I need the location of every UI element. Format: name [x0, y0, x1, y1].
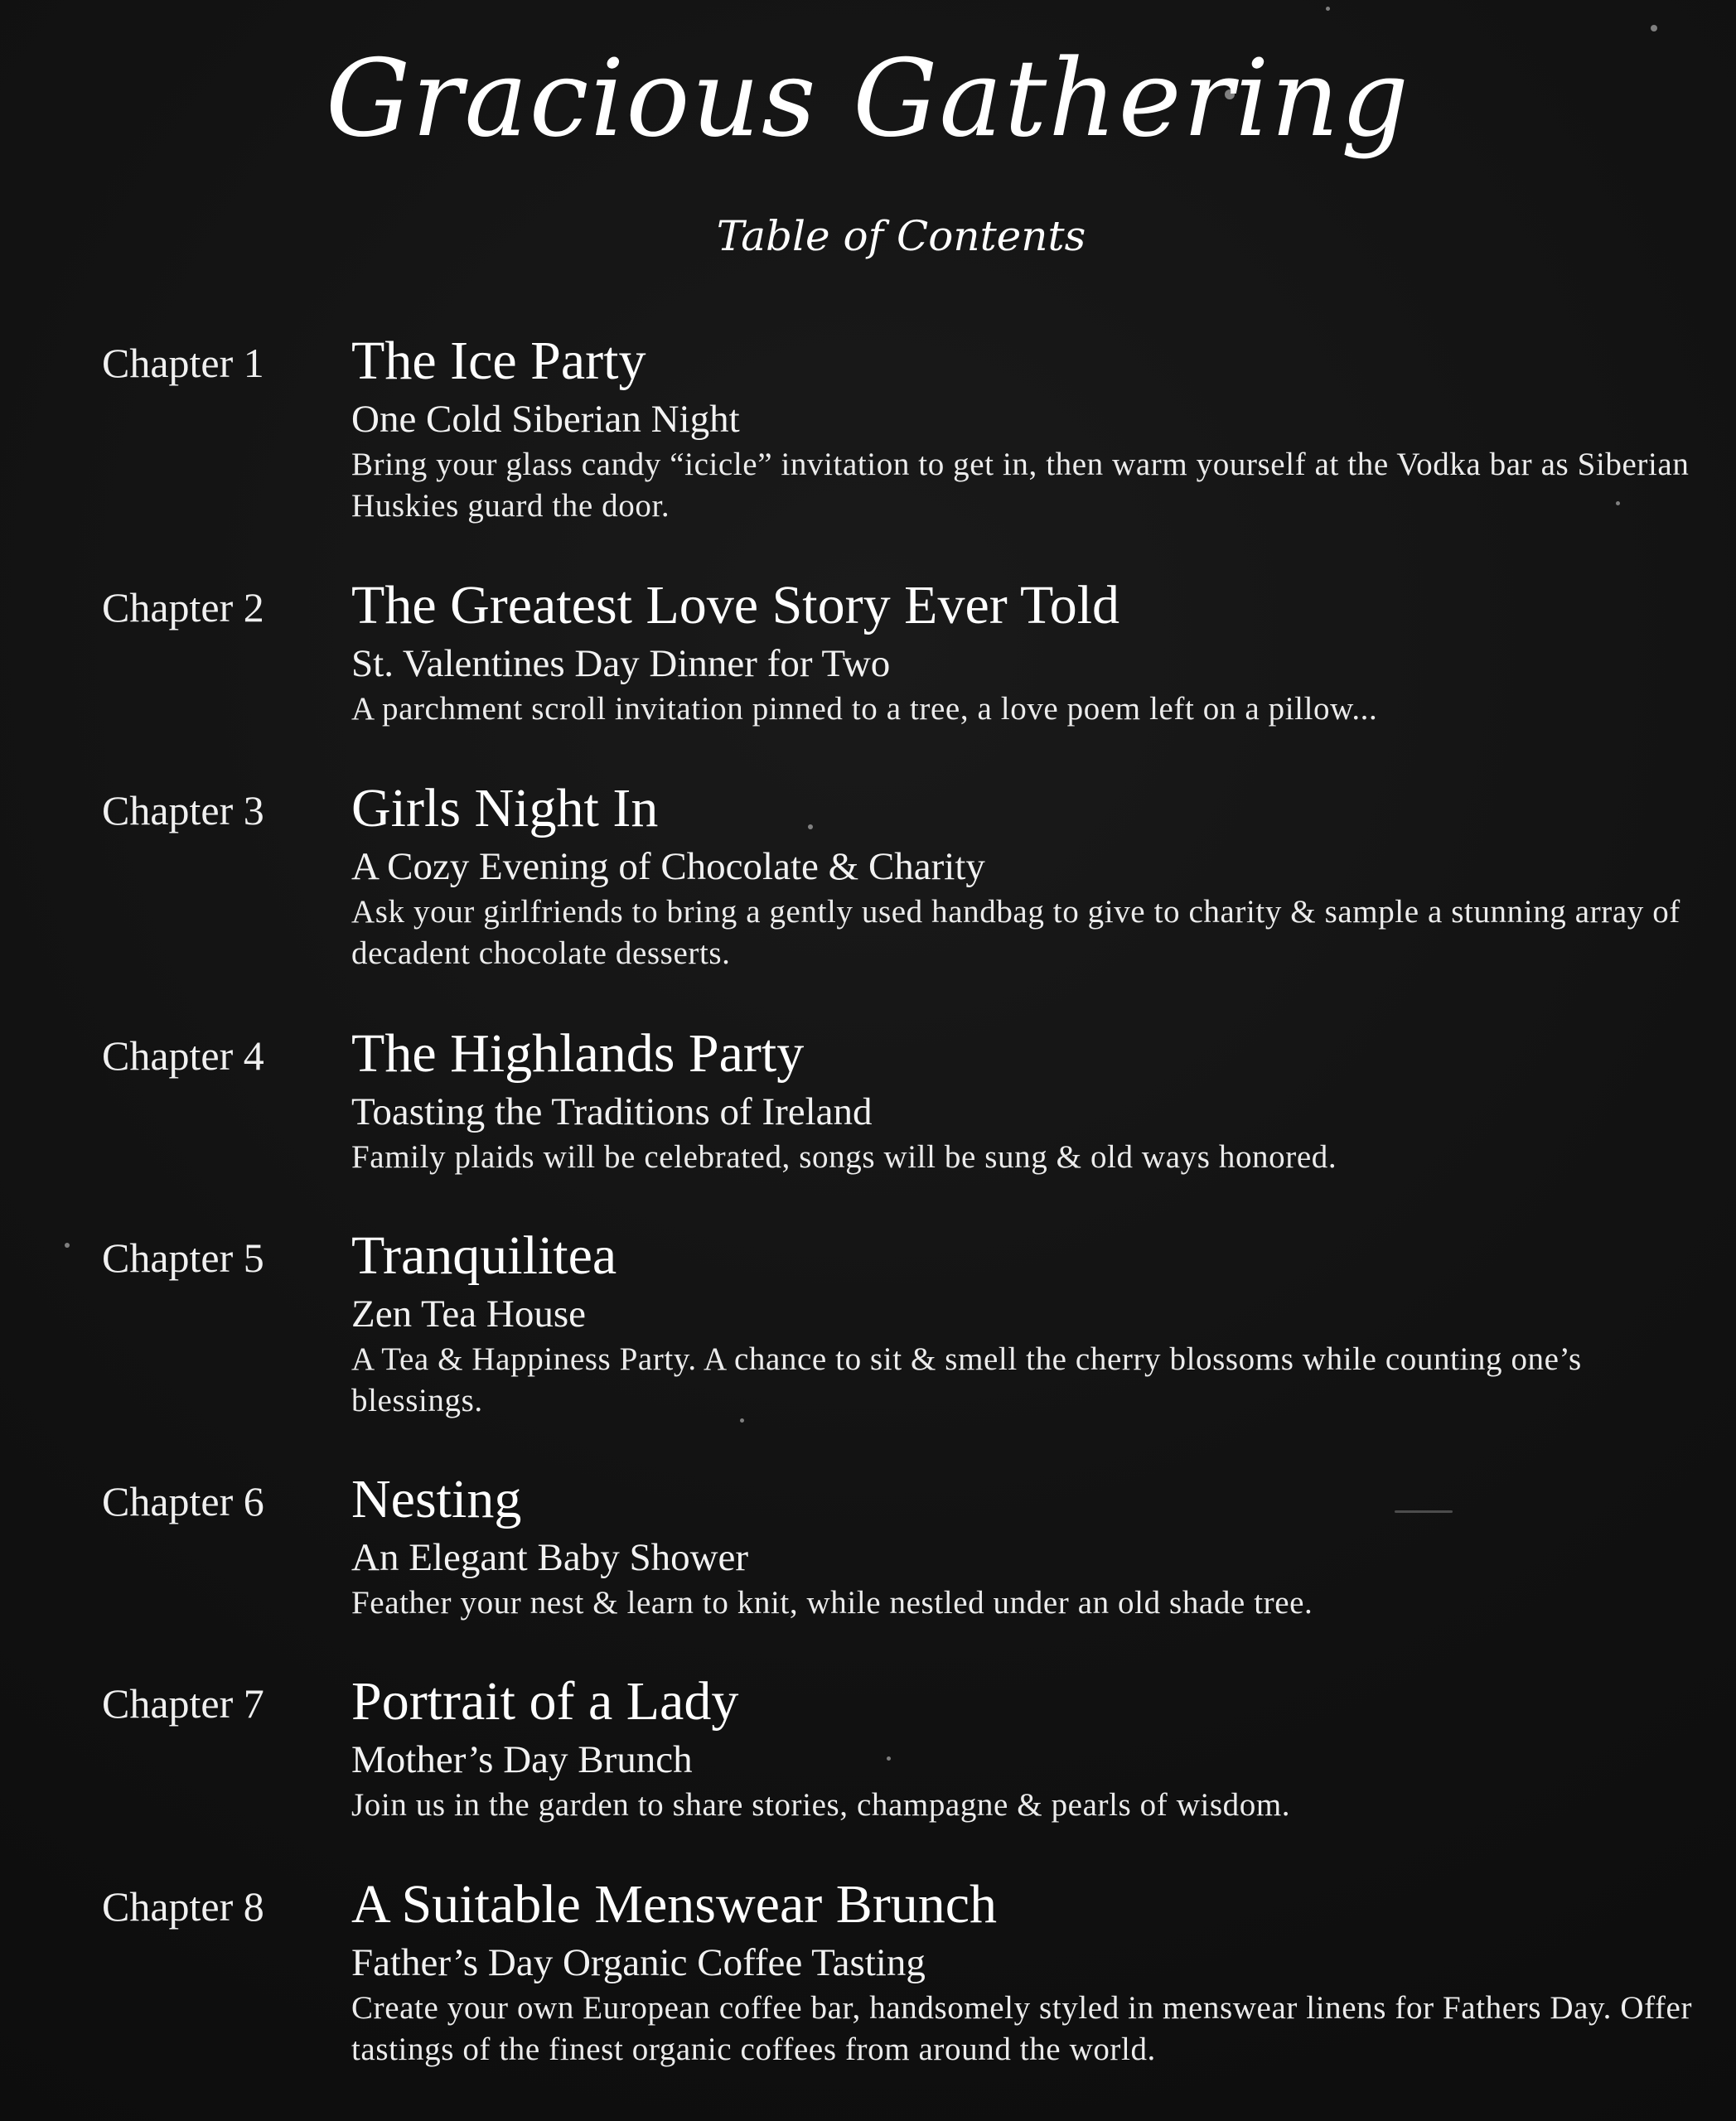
chapter-label: Chapter 6: [102, 1478, 264, 1524]
chapter-label: Chapter 4: [102, 1032, 264, 1079]
chapter-subtitle: One Cold Siberian Night: [351, 398, 740, 441]
chapter-subtitle: Father’s Day Organic Coffee Tasting: [351, 1941, 926, 1984]
page-title: Gracious Gathering: [326, 37, 1410, 161]
chapter-description: Feather your nest & learn to knit, while nestled under an old shade tree.: [351, 1585, 1313, 1621]
chapter-subtitle: St. Valentines Day Dinner for Two: [351, 642, 891, 685]
chapter-description: A Tea & Happiness Party. A chance to sit & smell the cherry blossoms while counting one’s blessings.: [351, 1341, 1582, 1418]
chapter-description: Bring your glass candy “icicle” invitation to get in, then warm yourself at the Vodka bar as Siberian Huskies guard the door.: [351, 447, 1690, 524]
chapter-label: Chapter 8: [102, 1883, 264, 1930]
chapter-subtitle: Zen Tea House: [351, 1292, 586, 1336]
chapter-entry: [0, 1670, 1736, 1886]
page-subtitle: Table of Contents: [716, 212, 1086, 260]
dust-speck: [1651, 25, 1657, 31]
chapter-entry: [0, 1022, 1736, 1238]
chapter-label: Chapter 1: [102, 340, 264, 386]
chapter-entry: [0, 330, 1736, 545]
dust-speck: [1326, 7, 1330, 11]
chapter-description: Ask your girlfriends to bring a gently used handbag to give to charity & sample a stunning array of decadent chocolate desserts.: [351, 894, 1680, 971]
chapter-label: Chapter 7: [102, 1680, 264, 1727]
chapter-label: Chapter 2: [102, 584, 264, 631]
chapter-subtitle: Mother’s Day Brunch: [351, 1738, 693, 1781]
chapter-label: Chapter 5: [102, 1234, 264, 1281]
chapter-entry: [0, 1225, 1736, 1440]
chapter-entry: [0, 777, 1736, 993]
chapter-label: Chapter 3: [102, 787, 264, 833]
chapter-title: Nesting: [351, 1469, 522, 1529]
chapter-title: Portrait of a Lady: [351, 1671, 739, 1732]
chapter-entry: [0, 1873, 1736, 2089]
chapter-subtitle: An Elegant Baby Shower: [351, 1536, 749, 1579]
chapter-subtitle: A Cozy Evening of Chocolate & Charity: [351, 845, 985, 888]
chapter-description: Create your own European coffee bar, handsomely styled in menswear linens for Fathers Day. Offer tastings of the finest organic coffees from around the world.: [351, 1990, 1693, 2067]
chapter-description: Family plaids will be celebrated, songs will be sung & old ways honored.: [351, 1139, 1337, 1175]
chapter-title: Tranquilitea: [351, 1225, 617, 1286]
chapter-entry: [0, 1468, 1736, 1684]
chapter-title: Girls Night In: [351, 778, 659, 838]
chapter-description: Join us in the garden to share stories, champagne & pearls of wisdom.: [351, 1787, 1291, 1823]
chapter-subtitle: Toasting the Traditions of Ireland: [351, 1090, 873, 1133]
chapter-title: The Highlands Party: [351, 1023, 805, 1084]
chapter-title: A Suitable Menswear Brunch: [351, 1874, 998, 1935]
chapter-entry: [0, 574, 1736, 790]
chapter-description: A parchment scroll invitation pinned to a tree, a love poem left on a pillow...: [351, 691, 1378, 727]
chapter-title: The Ice Party: [351, 331, 646, 391]
chapter-title: The Greatest Love Story Ever Told: [351, 575, 1120, 635]
